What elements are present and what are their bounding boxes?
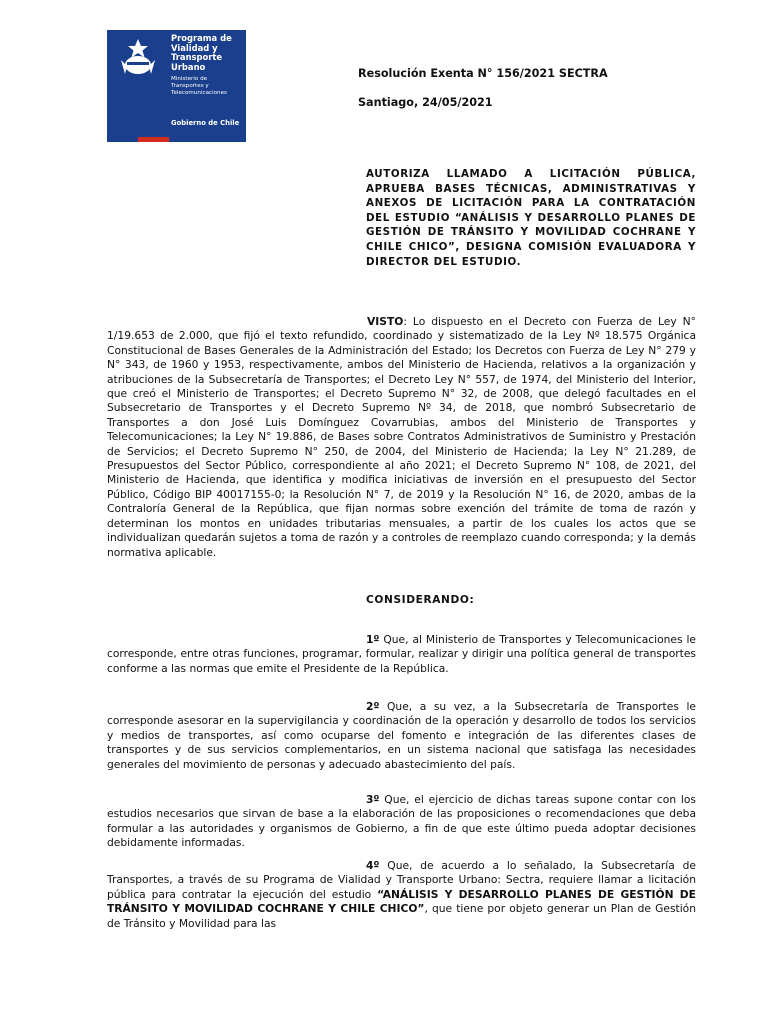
considerando-paragraph-3	[107, 793, 696, 851]
study-name: “ANÁLISIS Y DESARROLLO PLANES DE GESTIÓN DE TRÁNSITO Y MOVILIDAD COCHRANE Y CHILE CHICO”	[107, 887, 696, 916]
considerando-heading: CONSIDERANDO:	[366, 594, 475, 606]
considerando-paragraph-1	[107, 633, 696, 676]
document-title: AUTORIZA LLAMADO A LICITACIÓN PÚBLICA, APRUEBA BASES TÉCNICAS, ADMINISTRATIVAS Y ANEXOS DE LICITACIÓN PARA LA CONTRATACIÓN DEL ESTUDIO “ANÁLISIS Y DESARROLLO PLANES DE GESTIÓN DE TRÁNSITO Y MOVILIDAD COCHRANE Y CHILE CHICO”, DESIGNA COMISIÓN EVALUADORA Y DIRECTOR DEL ESTUDIO.	[366, 168, 696, 268]
visto-label: VISTO	[367, 315, 404, 328]
coat-of-arms-icon	[107, 30, 169, 142]
resolution-number: Resolución Exenta N° 156/2021 SECTRA	[358, 67, 608, 80]
paragraph-number: 3º	[366, 793, 380, 806]
considerando-paragraph-4	[107, 859, 696, 931]
paragraph-text: Que, el ejercicio de dichas tareas supone contar con los estudios necesarios que sirvan de base a la elaboración de las proposiciones o recomendaciones que deba formular a las autoridades y organismos de Gobierno, a fin de que este último pueda adoptar decisiones debidamente informadas.	[107, 793, 696, 850]
ministry-name: Ministerio de Transportes y Telecomunicaciones	[171, 76, 227, 96]
paragraph-number: 4º	[366, 859, 380, 872]
visto-paragraph	[107, 315, 696, 560]
flag-strip	[107, 137, 169, 142]
paragraph-number: 2º	[366, 700, 380, 713]
logo-text	[169, 30, 246, 142]
paragraph-text-continued: , que tiene por objeto generar un Plan de Gestión de Tránsito y Movilidad para las	[107, 902, 696, 930]
logo-block	[107, 30, 246, 142]
program-name: Programa de Vialidad y Transporte Urbano	[171, 33, 232, 72]
considerando-paragraph-2	[107, 700, 696, 772]
government-name: Gobierno de Chile	[171, 119, 240, 127]
paragraph-text: Que, a su vez, a la Subsecretaría de Transportes le corresponde asesorar en la supervigilancia y coordinación de la operación y desarrollo de todos los servicios y medios de transportes, así como ocuparse del fomento e integración de las diferentes clases de transportes y de sus servicios complementarios, en un sistema nacional que satisfaga las necesidades generales del movimiento de personas y adecuado abastecimiento del país.	[107, 700, 696, 771]
place-date: Santiago, 24/05/2021	[358, 96, 493, 109]
paragraph-text: Que, de acuerdo a lo señalado, la Subsecretaría de Transportes, a través de su Programa de Vialidad y Transporte Urbano: Sectra, requiere llamar a licitación pública para contratar la ejecución del estudio	[107, 859, 696, 901]
paragraph-number: 1º	[366, 633, 380, 646]
visto-text: : Lo dispuesto en el Decreto con Fuerza de Ley N° 1/19.653 de 2.000, que fijó el texto refundido, coordinado y sistematizado de la Ley Nº 18.575 Orgánica Constitucional de Bases Generales de la Administración del Estado; los Decretos con Fuerza de Ley N° 279 y N° 343, de 1960 y 1953, respectivamente, ambos del Ministerio de Hacienda, relativos a la organización y atribuciones de la Subsecretaría de Transportes; el Decreto Ley N° 557, de 1974, del Ministerio del Interior, que creó el Ministerio de Transportes; el Decreto Supremo N° 32, de 2008, que delegó facultades en el Subsecretario de Transportes y el Decreto Supremo Nº 34, de 2018, que nombró Subsecretario de Transportes a don José Luis Domínguez Covarrubias, ambos del Ministerio de Transportes y Telecomunicaciones; la Ley N° 19.886, de Bases sobre Contratos Administrativos de Suministro y Prestación de Servicios; el Decreto Supremo N° 250, de 2004, del Ministerio de Hacienda; la Ley N° 21.289, de Presupuestos del Sector Público, correspondiente al año 2021; el Decreto Supremo N° 108, de 2021, del Ministerio de Hacienda, que identifica y modifica iniciativas de inversión en el presupuesto del Sector Público, Código BIP 40017155-0; la Resolución N° 7, de 2019 y la Resolución N° 16, de 2020, ambas de la Contraloría General de la República, que fijan normas sobre exención del trámite de toma de razón y determinan los montos en unidades tributarias mensuales, a partir de los cuales los actos que se individualizan quedarán sujetos a toma de razón y a controles de reemplazo cuando corresponda; y la demás normativa aplicable.	[107, 315, 696, 559]
paragraph-text: Que, al Ministerio de Transportes y Telecomunicaciones le corresponde, entre otras funciones, programar, formular, realizar y dirigir una política general de transportes conforme a las normas que emite el Presidente de la República.	[107, 633, 696, 675]
